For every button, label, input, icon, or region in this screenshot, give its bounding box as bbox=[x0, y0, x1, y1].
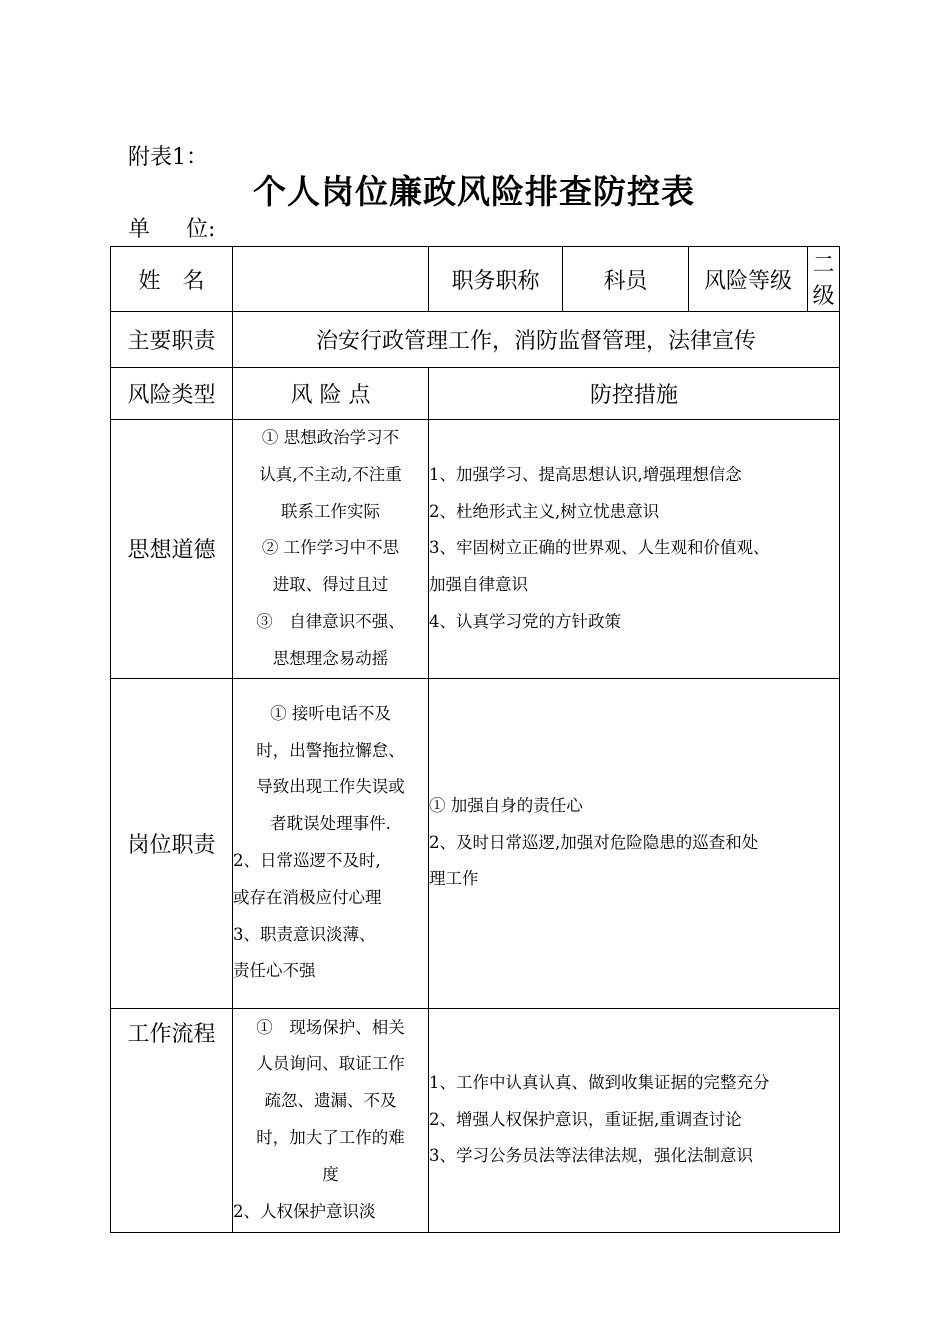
unit-label-char-2: 位: bbox=[186, 217, 216, 242]
measure-line: 2、杜绝形式主义,树立忧患意识 bbox=[429, 501, 660, 521]
risk-point-line: 时，加大了工作的难 bbox=[256, 1128, 405, 1148]
unit-label-char-1: 单 bbox=[128, 217, 151, 242]
duties-row bbox=[111, 312, 840, 368]
control-measures bbox=[429, 678, 840, 1008]
table-row bbox=[111, 1008, 840, 1232]
column-header-row bbox=[111, 368, 840, 420]
risk-point-line: ① 接听电话不及 bbox=[270, 703, 391, 723]
risk-point-line: 认真,不主动,不注重 bbox=[259, 464, 402, 484]
risk-level-value: 二级 bbox=[812, 253, 835, 309]
name-value[interactable] bbox=[233, 247, 429, 312]
position-value: 科员 bbox=[563, 247, 689, 312]
risk-table bbox=[110, 246, 840, 1233]
risk-type: 岗位职责 bbox=[111, 678, 233, 1008]
duties-value: 治安行政管理工作，消防监督管理，法律宣传 bbox=[233, 312, 840, 368]
measure-line: 3、牢固树立正确的世界观、人生观和价值观、 bbox=[429, 538, 770, 558]
risk-point-line: 者耽误处理事件. bbox=[270, 814, 391, 834]
risk-level-label: 风险等级 bbox=[689, 247, 808, 311]
risk-level-cell bbox=[689, 247, 840, 312]
measure-line: 1、加强学习、提高思想认识,增强理想信念 bbox=[429, 464, 742, 484]
risk-point-line: ① 现场保护、相关 bbox=[256, 1017, 405, 1037]
header-row bbox=[111, 247, 840, 312]
risk-points bbox=[233, 420, 429, 679]
risk-point-line: 进取、得过且过 bbox=[272, 575, 389, 595]
column-measures-header: 防控措施 bbox=[429, 368, 840, 420]
risk-point-line: 2、人权保护意识淡 bbox=[233, 1201, 376, 1221]
risk-point-line: 疏忽、遗漏、不及 bbox=[264, 1091, 397, 1111]
table-row bbox=[111, 420, 840, 679]
measure-line: 理工作 bbox=[429, 869, 479, 889]
measure-line: 2、及时日常巡逻,加强对危险隐患的巡查和处 bbox=[429, 832, 759, 852]
risk-point-line: 度 bbox=[322, 1164, 339, 1184]
measure-line: 1、工作中认真认真、做到收集证据的完整充分 bbox=[429, 1072, 770, 1092]
risk-points bbox=[233, 678, 429, 1008]
risk-point-line: 联系工作实际 bbox=[281, 501, 380, 521]
risk-point-line: 3、职责意识淡薄、 bbox=[233, 924, 376, 944]
page-title: 个人岗位廉政风险排查防控表 bbox=[253, 172, 695, 211]
risk-point-line: 人员询问、取证工作 bbox=[256, 1054, 405, 1074]
risk-point-line: ③ 自律意识不强、 bbox=[256, 611, 405, 631]
column-points-header: 风 险 点 bbox=[233, 368, 429, 420]
control-measures bbox=[429, 420, 840, 679]
risk-type: 工作流程 bbox=[111, 1008, 233, 1232]
measure-line: 2、增强人权保护意识，重证据,重调查讨论 bbox=[429, 1109, 742, 1129]
table-row bbox=[111, 678, 840, 1008]
risk-point-line: 2、日常巡逻不及时, bbox=[233, 851, 381, 871]
measure-line: 3、学习公务员法等法律法规，强化法制意识 bbox=[429, 1146, 753, 1166]
risk-point-line: 或存在消极应付心理 bbox=[233, 887, 382, 907]
unit-label bbox=[128, 212, 215, 243]
risk-type: 思想道德 bbox=[111, 420, 233, 679]
measure-line: 加强自律意识 bbox=[429, 575, 528, 595]
risk-point-line: 责任心不强 bbox=[233, 961, 316, 981]
risk-point-line: 导致出现工作失误或 bbox=[256, 777, 405, 797]
column-type-header: 风险类型 bbox=[111, 368, 233, 420]
measure-line: 4、认真学习党的方针政策 bbox=[429, 611, 621, 631]
risk-point-line: 时，出警拖拉懈怠、 bbox=[256, 740, 405, 760]
risk-points bbox=[233, 1008, 429, 1232]
control-measures bbox=[429, 1008, 840, 1232]
risk-point-line: ② 工作学习中不思 bbox=[261, 538, 400, 558]
position-label: 职务职称 bbox=[429, 247, 563, 312]
risk-point-line: 思想理念易动摇 bbox=[272, 648, 389, 668]
duties-label: 主要职责 bbox=[111, 312, 233, 368]
measure-line: ① 加强自身的责任心 bbox=[429, 795, 583, 815]
risk-point-line: ① 思想政治学习不 bbox=[261, 428, 400, 447]
appendix-label: 附表1： bbox=[128, 145, 208, 170]
name-label: 姓 名 bbox=[111, 247, 233, 312]
